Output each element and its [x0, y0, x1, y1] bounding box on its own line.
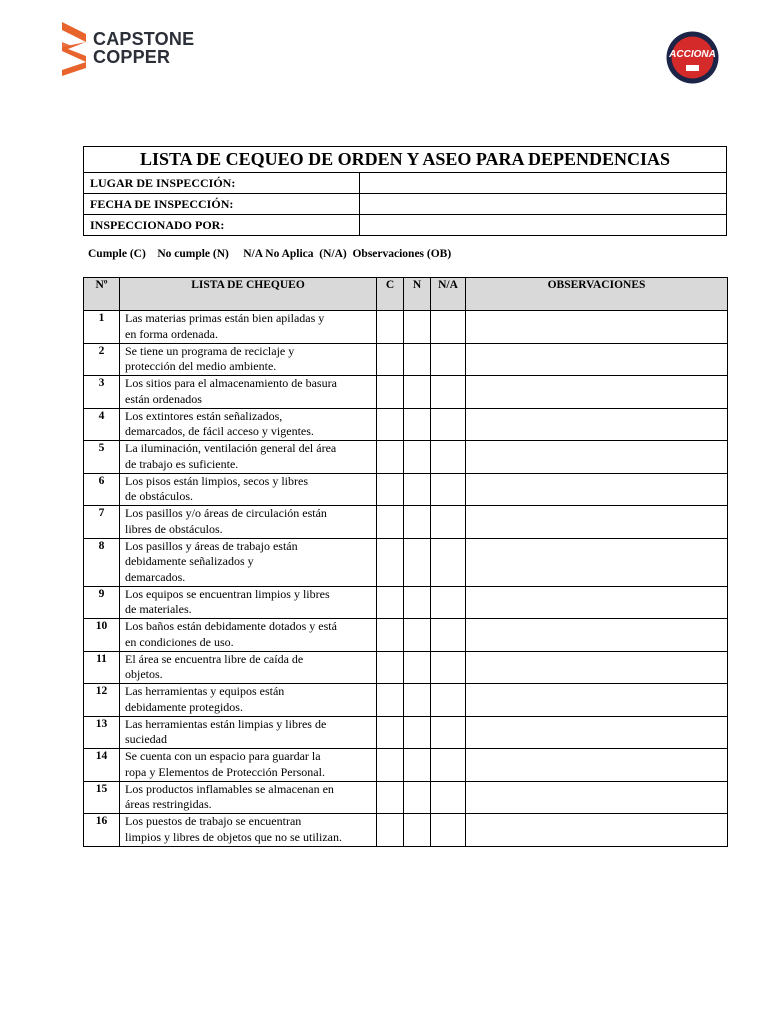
checklist-item: [120, 376, 377, 409]
checklist-item-line: Las herramientas y equipos están: [125, 684, 285, 698]
fecha-field[interactable]: [360, 194, 726, 214]
inspector-field[interactable]: [360, 215, 726, 235]
checklist-item-line: debidamente protegidos.: [125, 699, 243, 714]
no-aplica-cell[interactable]: [431, 506, 466, 539]
col-n-header: N: [404, 278, 431, 311]
observaciones-cell[interactable]: [466, 716, 728, 749]
row-number: 12: [84, 684, 120, 717]
row-number: 9: [84, 586, 120, 619]
checklist-item-line: áreas restringidas.: [125, 797, 212, 811]
col-item-header: LISTA DE CHEQUEO: [120, 278, 377, 311]
checklist-item: [120, 781, 377, 814]
checklist-item-line: Los sitios para el almacenamiento de basura: [125, 376, 337, 390]
observaciones-cell[interactable]: [466, 781, 728, 814]
checklist-item-line: están ordenados: [125, 391, 202, 406]
cumple-cell[interactable]: [377, 619, 404, 652]
checklist-item-line: Los pasillos y áreas de trabajo están: [125, 538, 298, 553]
checklist-item-line: La iluminación, ventilación general del área: [125, 441, 337, 455]
header-row-lugar: [84, 173, 726, 194]
no-cumple-cell[interactable]: [404, 716, 431, 749]
no-cumple-cell[interactable]: [404, 781, 431, 814]
checklist-item-line: demarcados, de fácil acceso y vigentes.: [125, 424, 314, 438]
table-row: [84, 311, 728, 344]
col-c-header: C: [377, 278, 404, 311]
row-number: 1: [84, 311, 120, 344]
checklist-item: [120, 684, 377, 717]
logo-line-2: COPPER: [93, 47, 171, 67]
no-cumple-cell[interactable]: [404, 506, 431, 539]
checklist-item-line: Los extintores están señalizados,: [125, 408, 283, 423]
checklist-item-line: demarcados.: [125, 569, 186, 584]
no-aplica-cell[interactable]: [431, 311, 466, 344]
row-number: 10: [84, 619, 120, 652]
table-row: [84, 343, 728, 376]
logo-line-1: CAPSTONE: [93, 29, 195, 49]
checklist-item-line: limpios y libres de objetos que no se utilizan.: [125, 829, 342, 844]
observaciones-cell[interactable]: [466, 441, 728, 474]
row-number: 6: [84, 473, 120, 506]
no-cumple-cell[interactable]: [404, 441, 431, 474]
table-row: [84, 586, 728, 619]
cumple-cell[interactable]: [377, 538, 404, 586]
no-aplica-cell[interactable]: [431, 619, 466, 652]
no-cumple-cell[interactable]: [404, 651, 431, 684]
checklist-item-line: Los puestos de trabajo se encuentran: [125, 814, 302, 828]
checklist-item-line: Los baños están debidamente dotados y está: [125, 619, 337, 633]
acciona-seal-text: ACCIONA: [669, 49, 716, 60]
checklist-item-line: Se tiene un programa de reciclaje y: [125, 343, 295, 358]
checklist-item-line: Los equipos se encuentran limpios y libres: [125, 586, 330, 601]
no-aplica-cell[interactable]: [431, 343, 466, 376]
cumple-cell[interactable]: [377, 684, 404, 717]
checklist-item: [120, 343, 377, 376]
row-number: 13: [84, 716, 120, 749]
table-row: [84, 684, 728, 717]
no-cumple-cell[interactable]: [404, 814, 431, 847]
capstone-copper-logo: [62, 20, 212, 78]
table-header-row: [84, 278, 728, 311]
checklist-item-line: Se cuenta con un espacio para guardar la: [125, 749, 321, 763]
no-cumple-cell[interactable]: [404, 619, 431, 652]
table-row: [84, 473, 728, 506]
no-aplica-cell[interactable]: [431, 651, 466, 684]
checklist-item-line: protección del medio ambiente.: [125, 359, 277, 373]
no-aplica-cell[interactable]: [431, 749, 466, 782]
capstone-chevron-icon: [62, 22, 90, 76]
inspection-header: [83, 146, 727, 236]
lugar-label: LUGAR DE INSPECCIÓN:: [84, 173, 360, 193]
cumple-cell[interactable]: [377, 814, 404, 847]
cumple-cell[interactable]: [377, 651, 404, 684]
no-cumple-cell[interactable]: [404, 376, 431, 409]
observaciones-cell[interactable]: [466, 408, 728, 441]
checklist-item-line: objetos.: [125, 667, 163, 681]
no-aplica-cell[interactable]: [431, 814, 466, 847]
checklist-item: [120, 441, 377, 474]
col-na-header: N/A: [431, 278, 466, 311]
checklist-item: [120, 619, 377, 652]
no-aplica-cell[interactable]: [431, 376, 466, 409]
checklist-item-line: de trabajo es suficiente.: [125, 456, 239, 471]
checklist-item-line: suciedad: [125, 732, 167, 746]
checklist-item-line: en forma ordenada.: [125, 326, 218, 341]
checklist-item-line: Las herramientas están limpias y libres de: [125, 716, 327, 731]
no-cumple-cell[interactable]: [404, 473, 431, 506]
row-number: 7: [84, 506, 120, 539]
checklist-item: [120, 473, 377, 506]
no-aplica-cell[interactable]: [431, 473, 466, 506]
checklist-item-line: de obstáculos.: [125, 489, 193, 503]
observaciones-cell[interactable]: [466, 586, 728, 619]
checklist-item-line: en condiciones de uso.: [125, 634, 234, 649]
cumple-cell[interactable]: [377, 586, 404, 619]
checklist-body: [84, 311, 728, 847]
no-aplica-cell[interactable]: [431, 441, 466, 474]
checklist-item: [120, 586, 377, 619]
checklist-item: [120, 408, 377, 441]
checklist-item-line: libres de obstáculos.: [125, 521, 223, 536]
checklist-item-line: ropa y Elementos de Protección Personal.: [125, 764, 325, 779]
no-cumple-cell[interactable]: [404, 749, 431, 782]
observaciones-cell[interactable]: [466, 506, 728, 539]
lugar-field[interactable]: [360, 173, 726, 193]
col-obs-header: OBSERVACIONES: [466, 278, 728, 311]
no-aplica-cell[interactable]: [431, 684, 466, 717]
no-cumple-cell[interactable]: [404, 586, 431, 619]
checklist-item: [120, 311, 377, 344]
table-row: [84, 716, 728, 749]
observaciones-cell[interactable]: [466, 814, 728, 847]
observaciones-cell[interactable]: [466, 538, 728, 586]
table-row: [84, 538, 728, 586]
checklist-item-line: Las materias primas están bien apiladas y: [125, 311, 325, 325]
no-cumple-cell[interactable]: [404, 538, 431, 586]
cumple-cell[interactable]: [377, 441, 404, 474]
row-number: 8: [84, 538, 120, 586]
observaciones-cell[interactable]: [466, 376, 728, 409]
table-row: [84, 651, 728, 684]
acciona-seal-logo: [666, 31, 719, 84]
table-row: [84, 619, 728, 652]
table-row: [84, 408, 728, 441]
checklist-item: [120, 749, 377, 782]
row-number: 16: [84, 814, 120, 847]
table-row: [84, 814, 728, 847]
checklist-item-line: de materiales.: [125, 602, 192, 616]
table-row: [84, 506, 728, 539]
row-number: 2: [84, 343, 120, 376]
table-row: [84, 781, 728, 814]
no-aplica-cell[interactable]: [431, 538, 466, 586]
page-title: LISTA DE CEQUEO DE ORDEN Y ASEO PARA DEPENDENCIAS: [84, 147, 726, 173]
checklist-item-line: Los pisos están limpios, secos y libres: [125, 473, 308, 488]
checklist-item-line: El área se encuentra libre de caída de: [125, 651, 304, 666]
no-aplica-cell[interactable]: [431, 586, 466, 619]
observaciones-cell[interactable]: [466, 473, 728, 506]
checklist-item: [120, 506, 377, 539]
checklist-item-line: debidamente señalizados y: [125, 554, 254, 568]
cumple-cell[interactable]: [377, 781, 404, 814]
observaciones-cell[interactable]: [466, 343, 728, 376]
cumple-cell[interactable]: [377, 473, 404, 506]
cumple-cell[interactable]: [377, 343, 404, 376]
cumple-cell[interactable]: [377, 408, 404, 441]
table-row: [84, 441, 728, 474]
observaciones-cell[interactable]: [466, 684, 728, 717]
legend-text: Cumple (C) No cumple (N) N/A No Aplica (N/A) Observaciones (OB): [88, 248, 452, 260]
no-aplica-cell[interactable]: [431, 408, 466, 441]
cumple-cell[interactable]: [377, 376, 404, 409]
row-number: 5: [84, 441, 120, 474]
no-cumple-cell[interactable]: [404, 408, 431, 441]
row-number: 3: [84, 376, 120, 409]
row-number: 15: [84, 781, 120, 814]
col-num-header: Nº: [84, 278, 120, 311]
row-number: 14: [84, 749, 120, 782]
header-row-inspector: [84, 215, 726, 235]
row-number: 11: [84, 651, 120, 684]
checklist-item: [120, 651, 377, 684]
header-row-fecha: [84, 194, 726, 215]
no-aplica-cell[interactable]: [431, 781, 466, 814]
no-cumple-cell[interactable]: [404, 343, 431, 376]
observaciones-cell[interactable]: [466, 749, 728, 782]
observaciones-cell[interactable]: [466, 619, 728, 652]
checklist-item: [120, 538, 377, 586]
table-row: [84, 376, 728, 409]
no-cumple-cell[interactable]: [404, 311, 431, 344]
cumple-cell[interactable]: [377, 716, 404, 749]
observaciones-cell[interactable]: [466, 651, 728, 684]
checklist-table: [83, 277, 728, 847]
no-aplica-cell[interactable]: [431, 716, 466, 749]
capstone-logo-text: [93, 30, 194, 66]
observaciones-cell[interactable]: [466, 311, 728, 344]
table-row: [84, 749, 728, 782]
cumple-cell[interactable]: [377, 311, 404, 344]
cumple-cell[interactable]: [377, 749, 404, 782]
inspector-label: INSPECCIONADO POR:: [84, 215, 360, 235]
checklist-item: [120, 716, 377, 749]
checklist-item-line: Los productos inflamables se almacenan en: [125, 781, 334, 796]
checklist-item: [120, 814, 377, 847]
fecha-label: FECHA DE INSPECCIÓN:: [84, 194, 360, 214]
checklist-item-line: Los pasillos y/o áreas de circulación están: [125, 506, 327, 520]
no-cumple-cell[interactable]: [404, 684, 431, 717]
row-number: 4: [84, 408, 120, 441]
cumple-cell[interactable]: [377, 506, 404, 539]
